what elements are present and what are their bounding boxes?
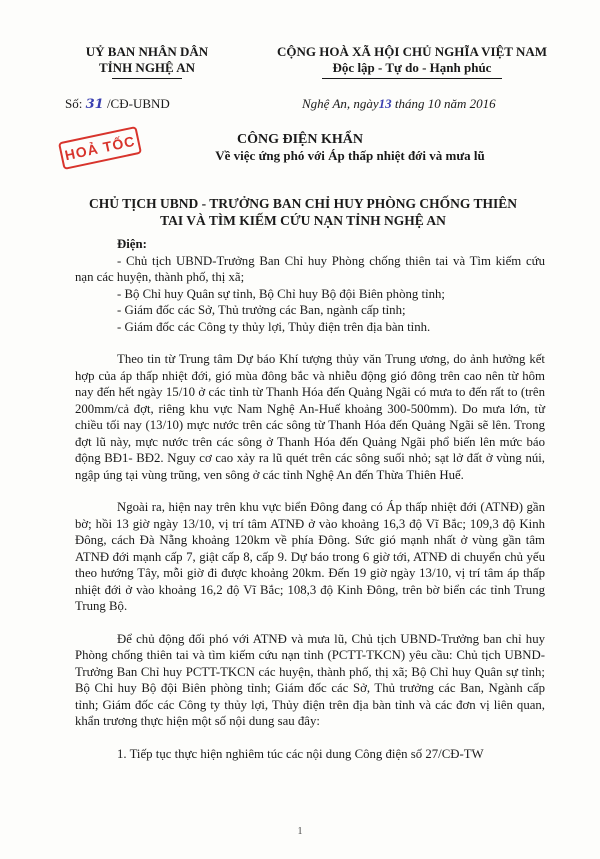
urgent-stamp: HOẢ TỐC: [58, 126, 142, 170]
paragraph-depression: Ngoài ra, hiện nay trên khu vực biển Đông đang có Áp thấp nhiệt đới (ATNĐ) gần bờ; hồi 13 giờ ngày 13/10, vị trí tâm ATNĐ ở vào khoảng 16,3 độ Vĩ Bắc; 109,3 độ Kinh Đông, cách Đà Nẵng khoảng 120km về phía Đông. Sức gió mạnh nhất ở vùng gần tâm ATNĐ đới mạnh cấp 7, giật cấp 8, cấp 9. Dự báo trong 6 giờ tới, ATNĐ di chuyển chủ yếu theo hướng Tây, mỗi giờ đi được khoảng 20km. Đến 19 giờ ngày 13/10, vị trí tâm áp thấp nhiệt đới ở vào khoảng 16,2 độ Vĩ Bắc; 108,3 độ Kinh Đông, trên bờ biển các tỉnh Trung Trung Bộ.: [75, 500, 545, 613]
paragraph-request: Để chủ động đối phó với ATNĐ và mưa lũ, Chủ tịch UBND-Trưởng ban chỉ huy Phòng chống thiên tai và tìm kiếm cứu nạn tỉnh (PCTT-TKCN) yêu cầu: Chủ tịch UBND-Trưởng Ban Chỉ huy PCTT-TKCN các huyện, thành phố, thị xã; Bộ Chỉ huy Quân sự tỉnh; Bộ Chỉ huy Bộ đội Biên phòng tỉnh; Giám đốc các Sở, Thủ trưởng các Ban, Ngành cấp tỉnh; Giám đốc các Công ty thủy lợi, Thủy điện trên địa bàn tỉnh và các đơn vị liên quan, khẩn trương thực hiện một số nội dung sau đây:: [75, 631, 545, 728]
paragraph-item-1: 1. Tiếp tục thực hiện nghiêm túc các nội dung Công điện số 27/CĐ-TW: [117, 746, 484, 761]
motto-underline: [322, 78, 502, 79]
document-date: [302, 96, 496, 112]
recipients-label: Điện:: [117, 237, 147, 251]
recipient-item: - Bộ Chỉ huy Quân sự tỉnh, Bộ Chỉ huy Bộ đội Biên phòng tỉnh;: [117, 286, 445, 301]
recipient-item: - Chủ tịch UBND-Trưởng Ban Chỉ huy Phòng chống thiên tai và Tìm kiếm cứu nạn các huyện, thành phố, thị xã;: [75, 253, 545, 284]
motto: Độc lập - Tự do - Hạnh phúc: [332, 60, 492, 75]
agency-line-1: UỶ BAN NHÂN DÂN: [85, 44, 209, 59]
spacer: [75, 483, 545, 499]
agency-underline: [112, 78, 182, 79]
document-subtitle: Về việc ứng phó với Áp thấp nhiệt đới và mưa lũ: [215, 148, 485, 163]
paragraph-forecast: Theo tin từ Trung tâm Dự báo Khí tượng thủy văn Trung ương, do ảnh hưởng kết hợp của áp thấp nhiệt đới, gió mùa đông bắc và nhiễu động gió đông trên cao nên từ hôm nay đến hết ngày 15/10 ở các tỉnh từ Thanh Hóa đến Quảng Ngãi có mưa to đến rất to (trên 200mm/cả đợt, riêng khu vực Nam Nghệ An-Huế khoảng 300-500mm). Do mưa lớn, từ chiều tối nay (13/10) mực nước trên các sông từ Thanh Hóa đến Quảng Ngãi sẽ lên. Trong đợt lũ này, mực nước trên các sông ở Thanh Hóa đến Quảng Ngãi phổ biến lên mức báo động BĐ1- BĐ2. Nguy cơ cao xảy ra lũ quét trên các sông suối nhỏ; sạt lở đất ở vùng núi, ngập úng tại vùng trũng, ven sông ở các tỉnh Nghệ An đến Thừa Thiên Huế.: [75, 352, 545, 482]
issuing-agency: [72, 44, 222, 79]
document-title: CÔNG ĐIỆN KHẨN: [236, 132, 363, 147]
date-day-handwritten: 13: [378, 96, 392, 111]
sender-heading: CHỦ TỊCH UBND - TRƯỞNG BAN CHỈ HUY PHÒNG CHỐNG THIÊN TAI VÀ TÌM KIẾM CỨU NẠN TỈNH NGHỆ AN: [88, 196, 518, 228]
date-rest: tháng 10 năm 2016: [394, 96, 496, 111]
spacer: [75, 615, 545, 631]
spacer: [75, 730, 545, 746]
document-body: [75, 236, 545, 762]
agency-line-2: TỈNH NGHỆ AN: [98, 60, 196, 75]
national-header: [262, 44, 562, 79]
recipient-item: - Giám đốc các Sở, Thủ trưởng các Ban, ngành cấp tỉnh;: [117, 303, 406, 317]
spacer: [75, 335, 545, 351]
doc-number-handwritten: 31: [85, 97, 104, 112]
nation-line-1: CỘNG HOÀ XÃ HỘI CHỦ NGHĨA VIỆT NAM: [276, 44, 548, 59]
doc-number-prefix: Số:: [65, 96, 83, 111]
date-prefix: Nghệ An, ngày: [302, 96, 379, 111]
page-number: 1: [297, 826, 303, 837]
doc-number-suffix: /CĐ-UBND: [106, 96, 170, 111]
document-number: [65, 96, 170, 112]
recipient-item: - Giám đốc các Công ty thủy lợi, Thủy điện trên địa bàn tỉnh.: [117, 319, 431, 334]
